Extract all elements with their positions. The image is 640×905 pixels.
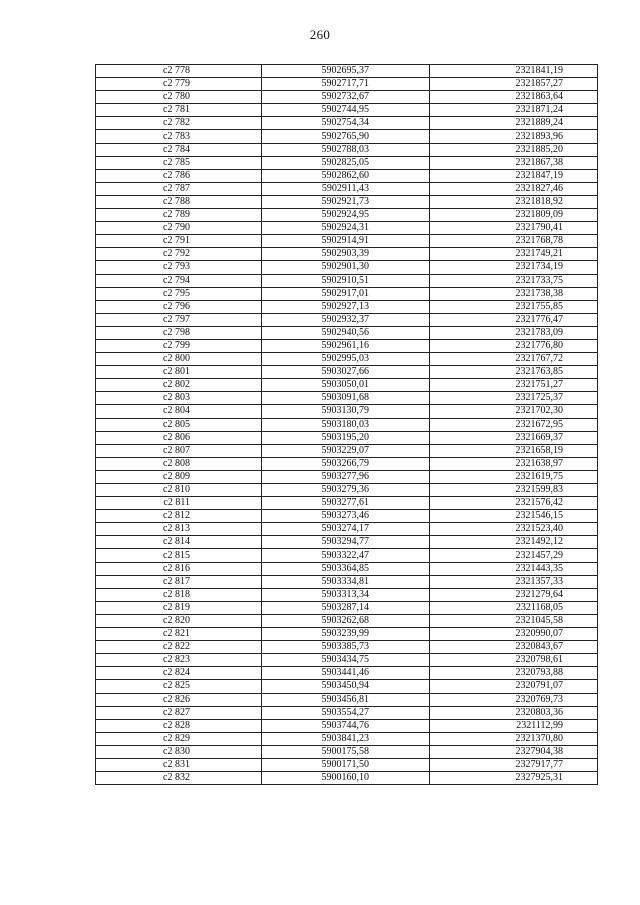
point-id-cell: c2 778 xyxy=(96,65,262,78)
point-id-cell: c2 825 xyxy=(96,680,262,693)
x-coordinate-cell: 5903554,27 xyxy=(262,706,430,719)
point-id-cell: c2 793 xyxy=(96,261,262,274)
table-row xyxy=(96,732,598,745)
x-coordinate-cell: 5900160,10 xyxy=(262,772,430,785)
y-coordinate-cell: 2321755,85 xyxy=(430,300,598,313)
coordinates-table-body xyxy=(96,65,598,785)
point-id-cell: c2 818 xyxy=(96,588,262,601)
table-row xyxy=(96,274,598,287)
point-id-cell: c2 796 xyxy=(96,300,262,313)
point-id-cell: c2 822 xyxy=(96,641,262,654)
table-row xyxy=(96,339,598,352)
x-coordinate-cell: 5902911,43 xyxy=(262,182,430,195)
point-id-cell: c2 792 xyxy=(96,248,262,261)
table-row xyxy=(96,549,598,562)
point-id-cell: c2 807 xyxy=(96,444,262,457)
table-row xyxy=(96,444,598,457)
y-coordinate-cell: 2321576,42 xyxy=(430,497,598,510)
y-coordinate-cell: 2321776,47 xyxy=(430,313,598,326)
point-id-cell: c2 832 xyxy=(96,772,262,785)
x-coordinate-cell: 5903450,94 xyxy=(262,680,430,693)
x-coordinate-cell: 5900171,50 xyxy=(262,758,430,771)
x-coordinate-cell: 5903130,79 xyxy=(262,405,430,418)
table-row xyxy=(96,353,598,366)
point-id-cell: c2 788 xyxy=(96,195,262,208)
table-row xyxy=(96,222,598,235)
point-id-cell: c2 831 xyxy=(96,758,262,771)
x-coordinate-cell: 5902765,90 xyxy=(262,130,430,143)
x-coordinate-cell: 5903385,73 xyxy=(262,641,430,654)
point-id-cell: c2 817 xyxy=(96,575,262,588)
point-id-cell: c2 805 xyxy=(96,418,262,431)
x-coordinate-cell: 5902961,16 xyxy=(262,339,430,352)
x-coordinate-cell: 5902744,95 xyxy=(262,104,430,117)
y-coordinate-cell: 2320769,73 xyxy=(430,693,598,706)
table-row xyxy=(96,510,598,523)
table-row xyxy=(96,457,598,470)
y-coordinate-cell: 2321857,27 xyxy=(430,78,598,91)
table-row xyxy=(96,326,598,339)
x-coordinate-cell: 5902754,34 xyxy=(262,117,430,130)
y-coordinate-cell: 2321599,83 xyxy=(430,484,598,497)
point-id-cell: c2 823 xyxy=(96,654,262,667)
table-row xyxy=(96,575,598,588)
y-coordinate-cell: 2321749,21 xyxy=(430,248,598,261)
point-id-cell: c2 783 xyxy=(96,130,262,143)
y-coordinate-cell: 2321492,12 xyxy=(430,536,598,549)
table-row xyxy=(96,117,598,130)
y-coordinate-cell: 2321809,09 xyxy=(430,209,598,222)
table-row xyxy=(96,130,598,143)
table-row xyxy=(96,379,598,392)
y-coordinate-cell: 2321841,19 xyxy=(430,65,598,78)
table-row xyxy=(96,641,598,654)
table-row xyxy=(96,536,598,549)
y-coordinate-cell: 2321818,92 xyxy=(430,195,598,208)
x-coordinate-cell: 5903334,81 xyxy=(262,575,430,588)
table-row xyxy=(96,169,598,182)
point-id-cell: c2 787 xyxy=(96,182,262,195)
table-row xyxy=(96,523,598,536)
y-coordinate-cell: 2321767,72 xyxy=(430,353,598,366)
table-row xyxy=(96,772,598,785)
point-id-cell: c2 794 xyxy=(96,274,262,287)
table-row xyxy=(96,156,598,169)
x-coordinate-cell: 5902717,71 xyxy=(262,78,430,91)
x-coordinate-cell: 5902924,95 xyxy=(262,209,430,222)
y-coordinate-cell: 2321889,24 xyxy=(430,117,598,130)
y-coordinate-cell: 2321768,78 xyxy=(430,235,598,248)
x-coordinate-cell: 5902924,31 xyxy=(262,222,430,235)
table-row xyxy=(96,287,598,300)
point-id-cell: c2 779 xyxy=(96,78,262,91)
x-coordinate-cell: 5903274,17 xyxy=(262,523,430,536)
point-id-cell: c2 821 xyxy=(96,628,262,641)
x-coordinate-cell: 5902901,30 xyxy=(262,261,430,274)
y-coordinate-cell: 2321457,29 xyxy=(430,549,598,562)
point-id-cell: c2 789 xyxy=(96,209,262,222)
table-row xyxy=(96,654,598,667)
table-row xyxy=(96,104,598,117)
point-id-cell: c2 809 xyxy=(96,470,262,483)
y-coordinate-cell: 2321847,19 xyxy=(430,169,598,182)
x-coordinate-cell: 5903273,46 xyxy=(262,510,430,523)
point-id-cell: c2 814 xyxy=(96,536,262,549)
y-coordinate-cell: 2320990,07 xyxy=(430,628,598,641)
y-coordinate-cell: 2321045,58 xyxy=(430,614,598,627)
table-row xyxy=(96,719,598,732)
point-id-cell: c2 828 xyxy=(96,719,262,732)
x-coordinate-cell: 5903841,23 xyxy=(262,732,430,745)
table-row xyxy=(96,182,598,195)
x-coordinate-cell: 5903294,77 xyxy=(262,536,430,549)
table-row xyxy=(96,614,598,627)
y-coordinate-cell: 2320843,67 xyxy=(430,641,598,654)
y-coordinate-cell: 2321863,64 xyxy=(430,91,598,104)
y-coordinate-cell: 2327925,31 xyxy=(430,772,598,785)
y-coordinate-cell: 2321443,35 xyxy=(430,562,598,575)
point-id-cell: c2 780 xyxy=(96,91,262,104)
x-coordinate-cell: 5902917,01 xyxy=(262,287,430,300)
y-coordinate-cell: 2320791,07 xyxy=(430,680,598,693)
x-coordinate-cell: 5903313,34 xyxy=(262,588,430,601)
y-coordinate-cell: 2320798,61 xyxy=(430,654,598,667)
table-row xyxy=(96,313,598,326)
point-id-cell: c2 800 xyxy=(96,353,262,366)
x-coordinate-cell: 5902825,05 xyxy=(262,156,430,169)
y-coordinate-cell: 2321776,80 xyxy=(430,339,598,352)
x-coordinate-cell: 5903277,96 xyxy=(262,470,430,483)
y-coordinate-cell: 2327904,38 xyxy=(430,745,598,758)
point-id-cell: c2 816 xyxy=(96,562,262,575)
point-id-cell: c2 782 xyxy=(96,117,262,130)
point-id-cell: c2 786 xyxy=(96,169,262,182)
y-coordinate-cell: 2321658,19 xyxy=(430,444,598,457)
table-row xyxy=(96,667,598,680)
x-coordinate-cell: 5902914,91 xyxy=(262,235,430,248)
point-id-cell: c2 790 xyxy=(96,222,262,235)
x-coordinate-cell: 5902910,51 xyxy=(262,274,430,287)
point-id-cell: c2 781 xyxy=(96,104,262,117)
x-coordinate-cell: 5903229,07 xyxy=(262,444,430,457)
y-coordinate-cell: 2321168,05 xyxy=(430,601,598,614)
y-coordinate-cell: 2321783,09 xyxy=(430,326,598,339)
point-id-cell: c2 829 xyxy=(96,732,262,745)
y-coordinate-cell: 2320793,88 xyxy=(430,667,598,680)
y-coordinate-cell: 2321733,75 xyxy=(430,274,598,287)
y-coordinate-cell: 2321893,96 xyxy=(430,130,598,143)
point-id-cell: c2 819 xyxy=(96,601,262,614)
table-row xyxy=(96,235,598,248)
x-coordinate-cell: 5903262,68 xyxy=(262,614,430,627)
point-id-cell: c2 804 xyxy=(96,405,262,418)
y-coordinate-cell: 2321638,97 xyxy=(430,457,598,470)
point-id-cell: c2 830 xyxy=(96,745,262,758)
x-coordinate-cell: 5900175,58 xyxy=(262,745,430,758)
point-id-cell: c2 820 xyxy=(96,614,262,627)
x-coordinate-cell: 5902927,13 xyxy=(262,300,430,313)
y-coordinate-cell: 2321546,15 xyxy=(430,510,598,523)
point-id-cell: c2 799 xyxy=(96,339,262,352)
x-coordinate-cell: 5903287,14 xyxy=(262,601,430,614)
point-id-cell: c2 815 xyxy=(96,549,262,562)
x-coordinate-cell: 5902921,73 xyxy=(262,195,430,208)
table-row xyxy=(96,431,598,444)
point-id-cell: c2 795 xyxy=(96,287,262,300)
x-coordinate-cell: 5903364,85 xyxy=(262,562,430,575)
x-coordinate-cell: 5903050,01 xyxy=(262,379,430,392)
table-row xyxy=(96,470,598,483)
y-coordinate-cell: 2321725,37 xyxy=(430,392,598,405)
y-coordinate-cell: 2321790,41 xyxy=(430,222,598,235)
y-coordinate-cell: 2321669,37 xyxy=(430,431,598,444)
table-row xyxy=(96,680,598,693)
table-row xyxy=(96,195,598,208)
x-coordinate-cell: 5903322,47 xyxy=(262,549,430,562)
point-id-cell: c2 808 xyxy=(96,457,262,470)
y-coordinate-cell: 2327917,77 xyxy=(430,758,598,771)
y-coordinate-cell: 2321871,24 xyxy=(430,104,598,117)
point-id-cell: c2 784 xyxy=(96,143,262,156)
y-coordinate-cell: 2321734,19 xyxy=(430,261,598,274)
x-coordinate-cell: 5903279,36 xyxy=(262,484,430,497)
y-coordinate-cell: 2321279,64 xyxy=(430,588,598,601)
y-coordinate-cell: 2321619,75 xyxy=(430,470,598,483)
y-coordinate-cell: 2321702,30 xyxy=(430,405,598,418)
table-row xyxy=(96,745,598,758)
y-coordinate-cell: 2321357,33 xyxy=(430,575,598,588)
y-coordinate-cell: 2321738,38 xyxy=(430,287,598,300)
table-row xyxy=(96,143,598,156)
point-id-cell: c2 811 xyxy=(96,497,262,510)
table-row xyxy=(96,758,598,771)
table-row xyxy=(96,484,598,497)
y-coordinate-cell: 2321370,80 xyxy=(430,732,598,745)
y-coordinate-cell: 2321867,38 xyxy=(430,156,598,169)
point-id-cell: c2 812 xyxy=(96,510,262,523)
x-coordinate-cell: 5903027,66 xyxy=(262,366,430,379)
x-coordinate-cell: 5903180,03 xyxy=(262,418,430,431)
y-coordinate-cell: 2321672,95 xyxy=(430,418,598,431)
point-id-cell: c2 810 xyxy=(96,484,262,497)
x-coordinate-cell: 5903744,76 xyxy=(262,719,430,732)
x-coordinate-cell: 5902995,03 xyxy=(262,353,430,366)
x-coordinate-cell: 5902932,37 xyxy=(262,313,430,326)
table-row xyxy=(96,261,598,274)
y-coordinate-cell: 2321763,85 xyxy=(430,366,598,379)
y-coordinate-cell: 2321885,20 xyxy=(430,143,598,156)
x-coordinate-cell: 5902695,37 xyxy=(262,65,430,78)
table-row xyxy=(96,497,598,510)
x-coordinate-cell: 5903091,68 xyxy=(262,392,430,405)
table-row xyxy=(96,78,598,91)
point-id-cell: c2 801 xyxy=(96,366,262,379)
point-id-cell: c2 802 xyxy=(96,379,262,392)
x-coordinate-cell: 5903239,99 xyxy=(262,628,430,641)
x-coordinate-cell: 5903441,46 xyxy=(262,667,430,680)
table-row xyxy=(96,65,598,78)
point-id-cell: c2 797 xyxy=(96,313,262,326)
table-row xyxy=(96,209,598,222)
table-row xyxy=(96,706,598,719)
x-coordinate-cell: 5902862,60 xyxy=(262,169,430,182)
y-coordinate-cell: 2320803,36 xyxy=(430,706,598,719)
y-coordinate-cell: 2321112,99 xyxy=(430,719,598,732)
x-coordinate-cell: 5902732,67 xyxy=(262,91,430,104)
x-coordinate-cell: 5903195,20 xyxy=(262,431,430,444)
table-row xyxy=(96,248,598,261)
table-row xyxy=(96,418,598,431)
page-number: 260 xyxy=(309,27,331,42)
table-row xyxy=(96,588,598,601)
y-coordinate-cell: 2321751,27 xyxy=(430,379,598,392)
point-id-cell: c2 813 xyxy=(96,523,262,536)
table-row xyxy=(96,366,598,379)
table-row xyxy=(96,601,598,614)
table-row xyxy=(96,693,598,706)
point-id-cell: c2 785 xyxy=(96,156,262,169)
x-coordinate-cell: 5903434,75 xyxy=(262,654,430,667)
table-row xyxy=(96,392,598,405)
y-coordinate-cell: 2321523,40 xyxy=(430,523,598,536)
coordinates-table xyxy=(95,64,598,785)
point-id-cell: c2 824 xyxy=(96,667,262,680)
point-id-cell: c2 826 xyxy=(96,693,262,706)
point-id-cell: c2 806 xyxy=(96,431,262,444)
point-id-cell: c2 803 xyxy=(96,392,262,405)
x-coordinate-cell: 5903266,79 xyxy=(262,457,430,470)
y-coordinate-cell: 2321827,46 xyxy=(430,182,598,195)
point-id-cell: c2 798 xyxy=(96,326,262,339)
point-id-cell: c2 791 xyxy=(96,235,262,248)
table-row xyxy=(96,91,598,104)
point-id-cell: c2 827 xyxy=(96,706,262,719)
x-coordinate-cell: 5902940,56 xyxy=(262,326,430,339)
x-coordinate-cell: 5903277,61 xyxy=(262,497,430,510)
x-coordinate-cell: 5903456,81 xyxy=(262,693,430,706)
table-row xyxy=(96,300,598,313)
x-coordinate-cell: 5902903,39 xyxy=(262,248,430,261)
table-row xyxy=(96,562,598,575)
table-row xyxy=(96,628,598,641)
x-coordinate-cell: 5902788,03 xyxy=(262,143,430,156)
table-row xyxy=(96,405,598,418)
